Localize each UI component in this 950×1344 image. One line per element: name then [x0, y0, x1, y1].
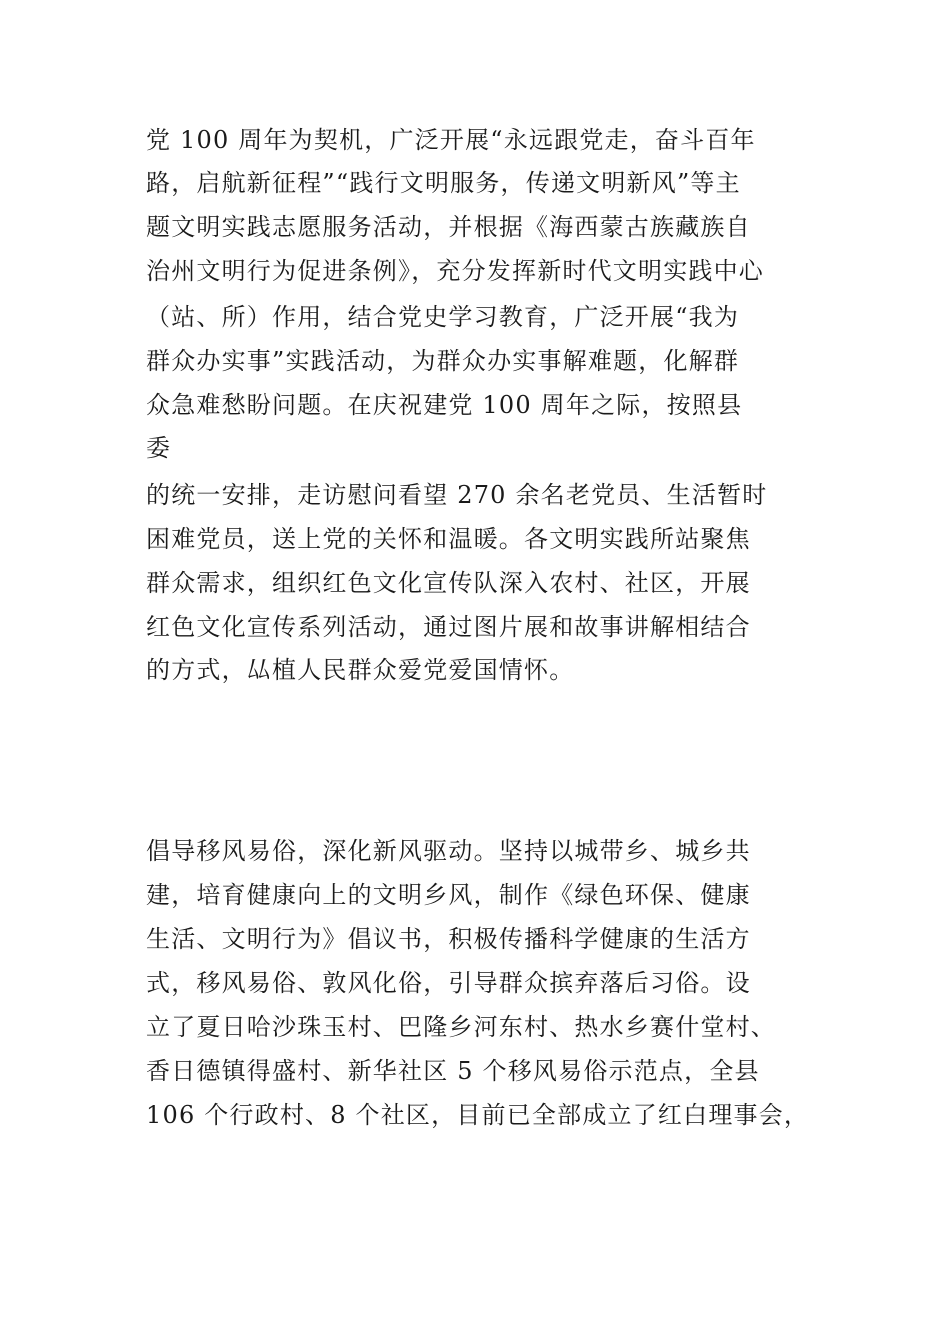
text-line: 群众需求，组织红色文化宣传队深入农村、社区，开展 — [146, 569, 751, 597]
text-line: 生活、文明行为》倡议书，积极传播科学健康的生活方 — [146, 925, 751, 953]
text-line: 式，移风易俗、敦风化俗，引导群众摈弃落后习俗。设 — [146, 969, 751, 997]
text-line: 党 100 周年为契机，广泛开展“永远跟党走，奋斗百年 — [146, 126, 756, 154]
text-line: 红色文化宣传系列活动，通过图片展和故事讲解相结合 — [146, 613, 751, 641]
text-line: 建，培育健康向上的文明乡风，制作《绿色环保、健康 — [146, 881, 751, 909]
text-line: 香日德镇得盛村、新华社区 5 个移风易俗示范点，全县 — [146, 1057, 760, 1085]
text-line: 立了夏日哈沙珠玉村、巴隆乡河东村、热水乡赛什堂村、 — [146, 1013, 776, 1041]
text-line: 委 — [146, 434, 172, 462]
text-line: 众急难愁盼问题。在庆祝建党 100 周年之际，按照县 — [146, 391, 743, 419]
text-line: 路，启航新征程”“践行文明服务，传递文明新风”等主 — [146, 169, 741, 197]
text-line: 倡导移风易俗，深化新风驱动。坚持以城带乡、城乡共 — [146, 837, 751, 865]
text-line: 题文明实践志愿服务活动，并根据《海西蒙古族藏族自 — [146, 213, 751, 241]
text-line: （站、所）作用，结合党史学习教育，广泛开展“我为 — [146, 303, 740, 331]
text-line: 的方式，厸植人民群众爱党爱国情怀。 — [146, 656, 575, 684]
text-line: 群众办实事”实践活动，为群众办实事解难题，化解群 — [146, 347, 740, 375]
text-line: 困难党员，送上党的关怀和温暖。各文明实践所站聚焦 — [146, 525, 751, 553]
text-line: 的统一安排，走访慰问看望 270 余名老党员、生活暂时 — [146, 481, 768, 509]
text-line: 106 个行政村、8 个社区，目前已全部成立了红白理事会， — [146, 1101, 810, 1129]
text-line: 治州文明行为促进条例》，充分发挥新时代文明实践中心 — [146, 257, 764, 285]
